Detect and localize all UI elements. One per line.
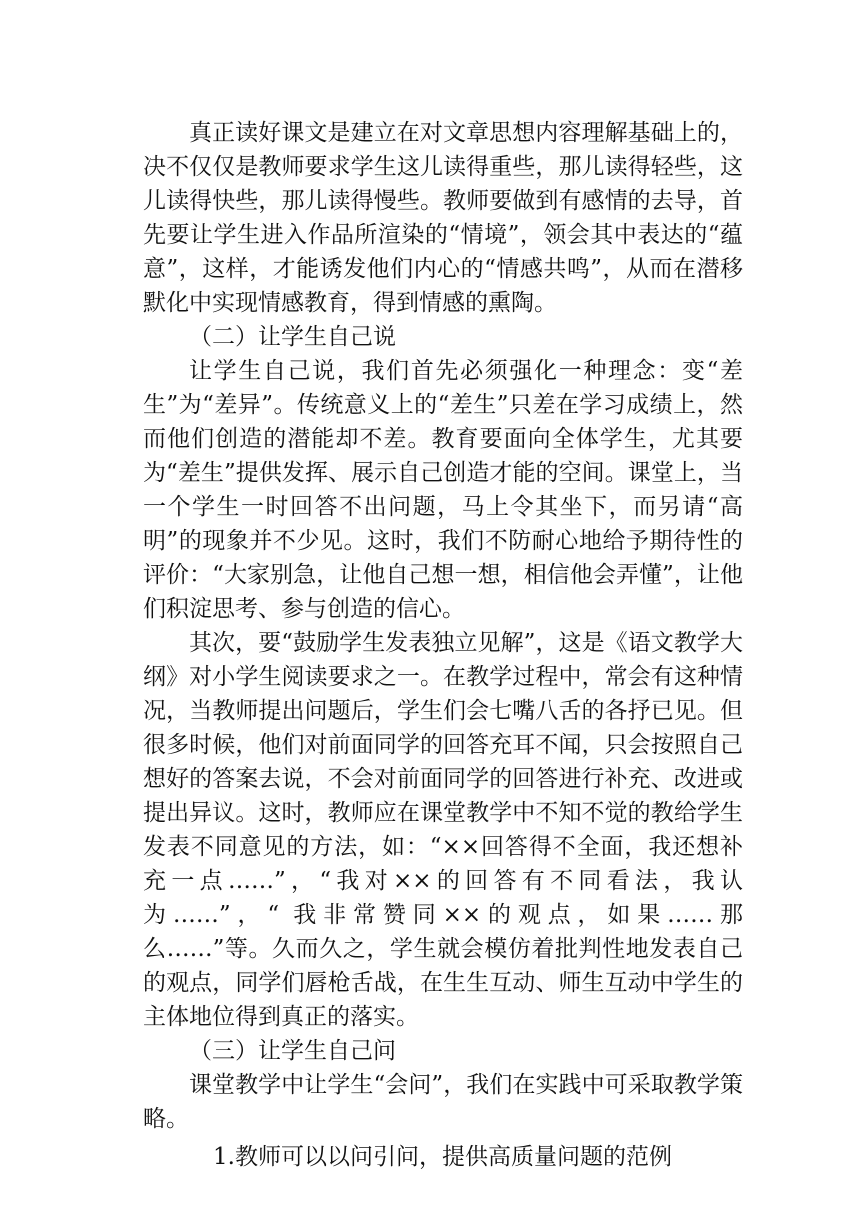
section-heading-let-students-ask: （三）让学生自己问 <box>189 1038 396 1064</box>
paragraph-ask: 课堂教学中让学生“会问”，我们在实践中可采取教学策略。 <box>143 1072 743 1132</box>
paragraph-independent-views: 其次，要“鼓励学生发表独立见解”，这是《语文教学大纲》对小学生阅读要求之一。在教学过程中，常会有这种情况，当教师提出问题后，学生们会七嘴八舌的各抒已见。但很多时候，他们对前面同学的回答充耳不闻，只会按照自己想好的答案去说，不会对前面同学的回答进行补充、改进或提出异议。这时，教师应在课堂教学中不知不觉的教给学生发表不同意见的方法，如：“××回答得不全面，我还想补充一点……”，“我对××的回答有不同看法，我认为……”，“ 我非常赞同××的观点，如果……那么……”等。久而久之，学生就会模仿着批判性地发表自己的观点，同学们唇枪舌战，在生生互动、师生互动中学生的主体地位得到真正的落实。 <box>143 630 743 1030</box>
section-heading-let-students-speak: （二）让学生自己说 <box>189 324 396 350</box>
document-body <box>143 116 743 1174</box>
subheading-teacher-questions: 1.教师可以以问引问，提供高质量问题的范例 <box>213 1144 672 1170</box>
paragraph-speak: 让学生自己说，我们首先必须强化一种理念：变“差生”为“差异”。传统意义上的“差生”只差在学习成绩上，然而他们创造的潜能却不差。教育要面向全体学生，尤其要为“差生”提供发挥、展示自己创造才能的空间。课堂上，当一个学生一时回答不出问题，马上令其坐下，而另请“高明”的现象并不少见。这时，我们不防耐心地给予期待性的评价：“大家别急，让他自己想一想，相信他会弄懂”，让他们积淀思考、参与创造的信心。 <box>143 358 743 622</box>
paragraph-reading: 真正读好课文是建立在对文章思想内容理解基础上的，决不仅仅是教师要求学生这儿读得重些，那儿读得轻些，这儿读得快些，那儿读得慢些。教师要做到有感情的去导，首先要让学生进入作品所渲染的“情境”，领会其中表达的“蕴意”，这样，才能诱发他们内心的“情感共鸣”，从而在潜移默化中实现情感教育，得到情感的熏陶。 <box>143 120 743 316</box>
